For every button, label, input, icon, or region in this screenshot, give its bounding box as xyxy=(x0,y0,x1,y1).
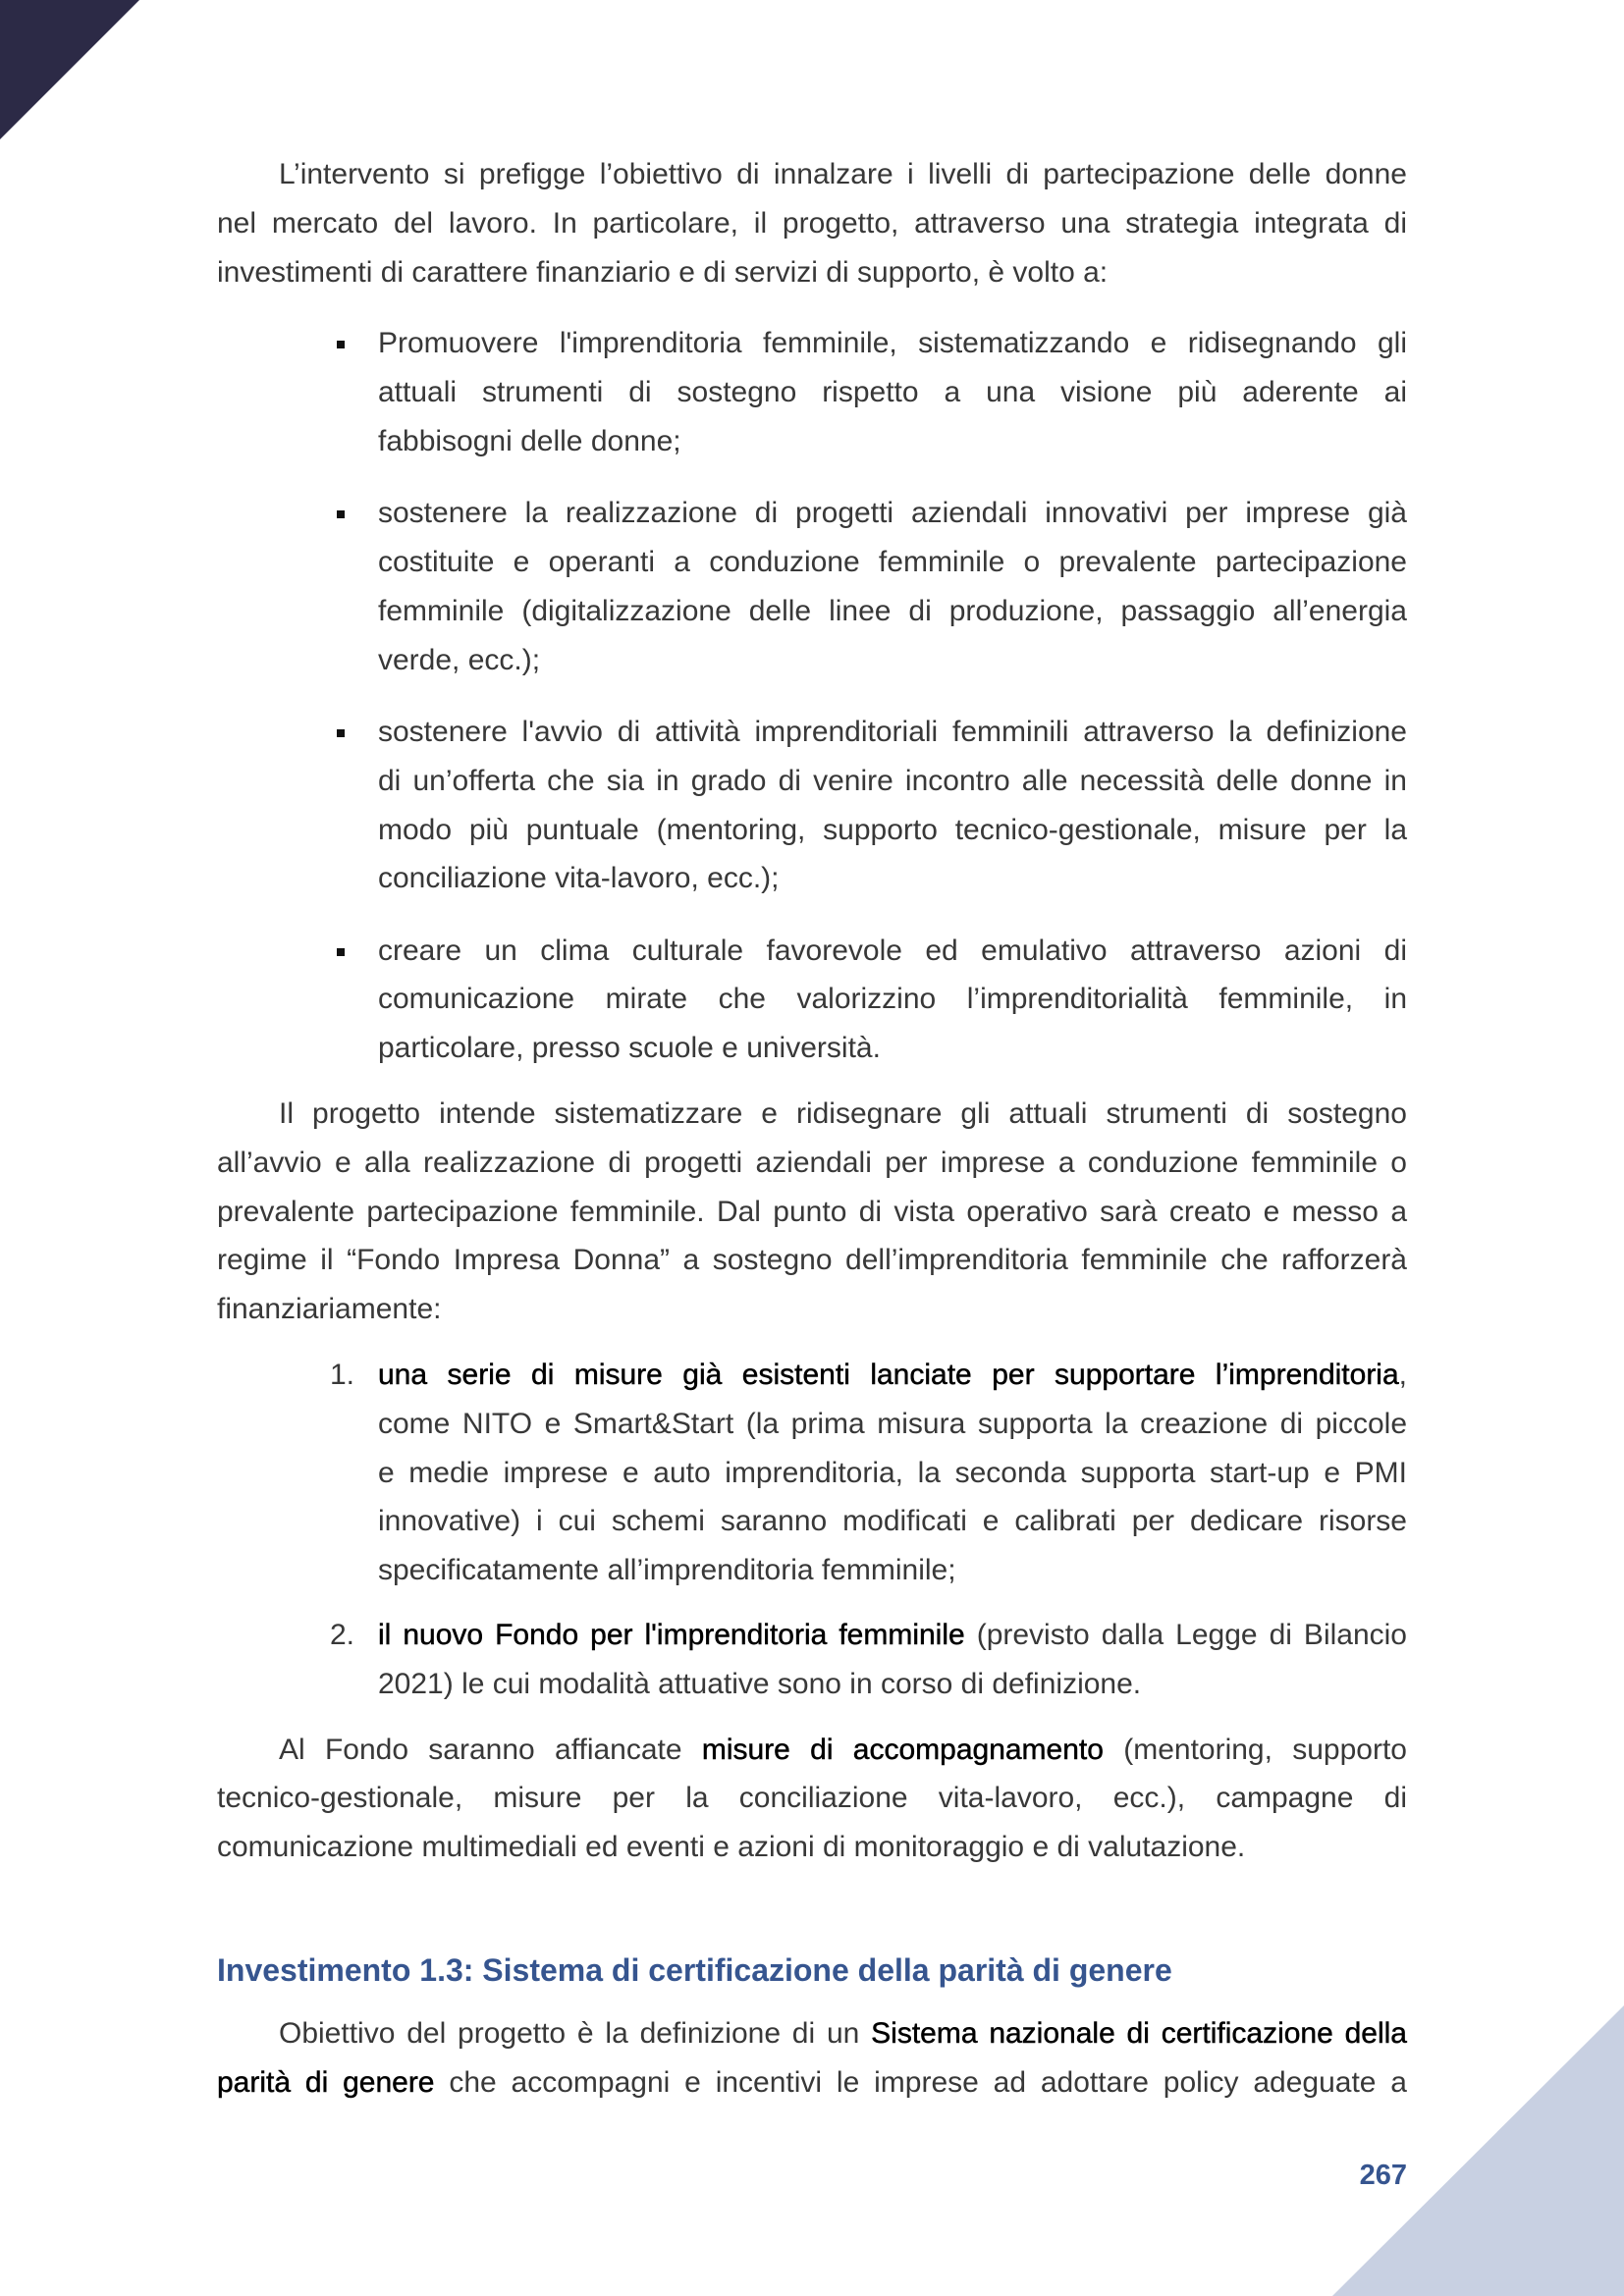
text-line: costituite e operanti a conduzione femminile o prevalente partecipazione xyxy=(378,546,1407,579)
emphasized-text: una serie di misure già esistenti lanciate per supportare l’imprenditoria xyxy=(378,1359,1399,1392)
text-line: all’avvio e alla realizzazione di progetti aziendali per imprese a conduzione femminile o xyxy=(217,1146,1407,1179)
intro-paragraph xyxy=(217,150,1407,296)
text-line: attuali strumenti di sostegno rispetto a una visione più aderente ai xyxy=(378,376,1407,409)
page-number: 267 xyxy=(1359,2160,1407,2191)
text-line: innovative) i cui schemi saranno modificati e calibrati per dedicare risorse xyxy=(378,1505,1407,1538)
bullet-item xyxy=(217,319,1407,465)
bullet-marker xyxy=(337,948,345,956)
text-line: comunicazione multimediali ed eventi e azioni di monitoraggio e di valutazione. xyxy=(217,1831,1246,1864)
bullet-marker xyxy=(337,510,345,518)
text-line xyxy=(217,2009,1407,2058)
list-number: 1. xyxy=(330,1359,355,1392)
bullet-marker xyxy=(337,729,345,737)
bullet-item xyxy=(217,708,1407,903)
certification-paragraph xyxy=(217,2009,1407,2108)
text-line: 2021) le cui modalità attuative sono in corso di definizione. xyxy=(378,1667,1142,1700)
text-line: specificatamente all’imprenditoria femminile; xyxy=(378,1554,956,1587)
text-line: tecnico-gestionale, misure per la conciliazione vita-lavoro, ecc.), campagne di xyxy=(217,1782,1407,1815)
text-run: , xyxy=(1398,1359,1407,1392)
text-run: Obiettivo del progetto è la definizione di un xyxy=(279,2017,872,2051)
text-line: sostenere la realizzazione di progetti aziendali innovativi per imprese già xyxy=(378,497,1407,530)
bullet-marker xyxy=(337,341,345,348)
text-run: che accompagni e incentivi le imprese ad adottare policy adeguate a xyxy=(434,2066,1407,2100)
text-line: Promuovere l'imprenditoria femminile, sistematizzando e ridisegnando gli xyxy=(378,327,1407,360)
text-line: prevalente partecipazione femminile. Dal punto di vista operativo sarà creato e messo a xyxy=(217,1195,1407,1228)
numbered-list xyxy=(217,1351,1407,1709)
corner-decoration-top-left xyxy=(0,0,139,139)
bullet-list xyxy=(217,319,1407,1073)
text-line xyxy=(378,1611,1407,1660)
text-line: investimenti di carattere finanziario e di servizi di supporto, è volto a: xyxy=(217,255,1109,289)
text-run: (mentoring, supporto xyxy=(1103,1733,1407,1766)
text-line: conciliazione vita-lavoro, ecc.); xyxy=(378,862,780,895)
text-line: nel mercato del lavoro. In particolare, il progetto, attraverso una strategia integrata di xyxy=(217,206,1407,240)
text-line: comunicazione mirate che valorizzino l’imprenditorialità femminile, in xyxy=(378,983,1407,1016)
bullet-item xyxy=(217,927,1407,1073)
text-line: come NITO e Smart&Start (la prima misura supporta la creazione di piccole xyxy=(378,1407,1407,1440)
text-line xyxy=(217,1726,1407,1775)
text-line: di un’offerta che sia in grado di venire incontro alle necessità delle donne in xyxy=(378,764,1407,797)
fund-paragraph xyxy=(217,1090,1407,1334)
text-run: (previsto dalla Legge di Bilancio xyxy=(964,1619,1407,1652)
support-paragraph xyxy=(217,1726,1407,1872)
numbered-item xyxy=(217,1351,1407,1595)
text-line: Il progetto intende sistematizzare e ridisegnare gli attuali strumenti di sostegno xyxy=(279,1097,1407,1131)
text-line: creare un clima culturale favorevole ed emulativo attraverso azioni di xyxy=(378,934,1407,967)
numbered-item xyxy=(217,1611,1407,1709)
text-line: femminile (digitalizzazione delle linee di produzione, passaggio all’energia xyxy=(378,594,1407,627)
text-run: Al Fondo saranno affiancate xyxy=(279,1733,702,1766)
text-line: e medie imprese e auto imprenditoria, la seconda supporta start-up e PMI xyxy=(378,1456,1407,1489)
text-line: verde, ecc.); xyxy=(378,643,541,676)
text-line: modo più puntuale (mentoring, supporto tecnico-gestionale, misure per la xyxy=(378,813,1407,846)
text-line: sostenere l'avvio di attività imprenditoriali femminili attraverso la definizione xyxy=(378,715,1407,748)
text-line xyxy=(217,2058,1407,2108)
text-line: L’intervento si prefigge l’obiettivo di innalzare i livelli di partecipazione delle donne xyxy=(279,158,1407,190)
emphasized-text: parità di genere xyxy=(217,2066,435,2100)
section-heading: Investimento 1.3: Sistema di certificazione della parità di genere xyxy=(217,1952,1172,1988)
list-number: 2. xyxy=(330,1619,355,1652)
text-line xyxy=(378,1351,1407,1400)
bullet-item xyxy=(217,489,1407,684)
emphasized-text: il nuovo Fondo per l'imprenditoria femminile xyxy=(378,1619,965,1652)
text-line: regime il “Fondo Impresa Donna” a sostegno dell’imprenditoria femminile che rafforzerà xyxy=(217,1244,1407,1277)
emphasized-text: Sistema nazionale di certificazione della xyxy=(871,2017,1407,2051)
text-line: finanziariamente: xyxy=(217,1293,442,1326)
text-line: particolare, presso scuole e università. xyxy=(378,1032,881,1065)
emphasized-text: misure di accompagnamento xyxy=(701,1733,1104,1766)
page-content xyxy=(217,150,1407,2108)
text-line: fabbisogni delle donne; xyxy=(378,424,681,457)
